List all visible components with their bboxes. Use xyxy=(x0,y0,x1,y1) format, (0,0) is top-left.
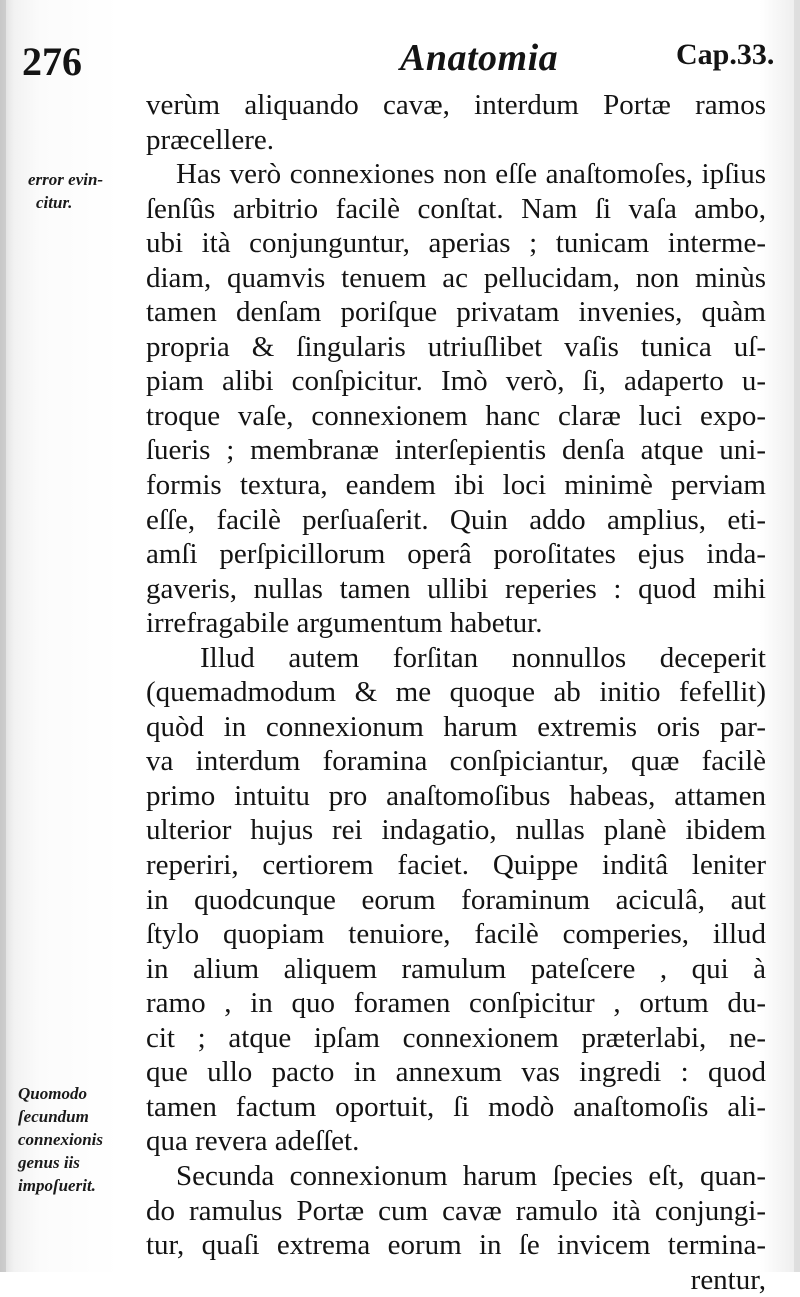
text-line: in quodcunque eorum foraminum aciculâ, aut xyxy=(146,883,766,916)
text-line: tamen factum oportuit, ſi modò anaſtomoſis ali- xyxy=(146,1090,766,1123)
text-line: diam, quamvis tenuem ac pellucidam, non minùs xyxy=(146,261,766,294)
margin-note-line: impoſuerit. xyxy=(18,1176,96,1195)
text-line: piam alibi conſpicitur. Imò verò, ſi, adaperto u- xyxy=(146,365,766,398)
margin-note-quomodo xyxy=(18,1082,138,1197)
page-number: 276 xyxy=(22,39,82,84)
margin-note-line: Quomodo xyxy=(18,1084,87,1103)
text-line: ubi ità conjunguntur, aperias ; tunicam interme- xyxy=(146,227,766,260)
text-line: cit ; atque ipſam connexionem præterlabi, ne- xyxy=(146,1021,766,1054)
body-text xyxy=(146,88,766,1297)
running-title: Anatomia xyxy=(400,37,559,79)
text-line: primo intuitu pro anaſtomoſibus habeas, attamen xyxy=(146,779,766,812)
text-line: troque vaſe, connexionem hanc claræ luci expo- xyxy=(146,399,766,432)
text-line: Secunda connexionum harum ſpecies eſt, quan- xyxy=(176,1159,766,1192)
text-line: amſi perſpicillorum operâ poroſitates ejus inda- xyxy=(146,538,766,571)
text-line: ramo , in quo foramen conſpicitur , ortum du- xyxy=(146,987,766,1020)
text-line: in alium aliquem ramulum pateſcere , qui à xyxy=(146,952,766,985)
text-line: tamen denſam poriſque privatam invenies, quàm xyxy=(146,296,766,329)
text-line: reperiri, certiorem faciet. Quippe inditâ leniter xyxy=(146,849,766,882)
text-line: verùm aliquando cavæ, interdum Portæ ramos xyxy=(146,89,766,121)
text-line: ulterior hujus rei indagatio, nullas planè ibidem xyxy=(146,814,766,847)
text-line: formis textura, eandem ibi loci minimè perviam xyxy=(146,469,766,502)
text-line: gaveris, nullas tamen ullibi reperies : quod mihi xyxy=(146,572,766,605)
margin-note-line: connexionis xyxy=(18,1130,104,1149)
text-line: tur, quaſi extrema eorum in ſe invicem termina- xyxy=(146,1229,766,1262)
text-line: va interdum foramina conſpiciantur, quæ facilè xyxy=(146,745,766,778)
text-line: do ramulus Portæ cum cavæ ramulo ità conjungi- xyxy=(146,1194,766,1227)
margin-note-error xyxy=(28,168,148,214)
text-line: Illud autem forſitan nonnullos deceperit xyxy=(200,641,766,674)
text-line: que ullo pacto in annexum vas ingredi : quod xyxy=(146,1056,766,1089)
text-line: (quemadmodum & me quoque ab initio fefellit) xyxy=(146,676,766,709)
text-line: qua revera adeſſet. xyxy=(146,1125,360,1158)
margin-note-line: error evin- xyxy=(28,170,104,189)
text-line: ſenſûs arbitrio facilè conſtat. Nam ſi vaſa ambo, xyxy=(146,192,766,225)
text-line: ſtylo quopiam tenuiore, facilè comperies, illud xyxy=(146,918,766,951)
text-line: Has verò connexiones non eſſe anaſtomoſes, ipſius xyxy=(176,158,766,191)
text-line: propria & ſingularis utriuſlibet vaſis tunica uſ- xyxy=(146,330,766,363)
text-line: quòd in connexionum harum extremis oris par- xyxy=(146,710,766,743)
margin-note-line: ſecundum xyxy=(18,1107,89,1126)
chapter-label: Cap.33. xyxy=(676,38,775,71)
text-line: præcellere. xyxy=(146,123,275,156)
margin-note-line: citur. xyxy=(36,193,73,212)
catchword: rentur, xyxy=(690,1263,766,1296)
margin-note-line: genus iis xyxy=(18,1153,80,1172)
text-line: eſſe, facilè perſuaſerit. Quin addo amplius, eti- xyxy=(146,503,766,536)
page-header xyxy=(0,36,800,86)
text-line: ſueris ; membranæ interſepientis denſa atque uni- xyxy=(146,434,766,467)
text-line: irrefragabile argumentum habetur. xyxy=(146,607,543,640)
